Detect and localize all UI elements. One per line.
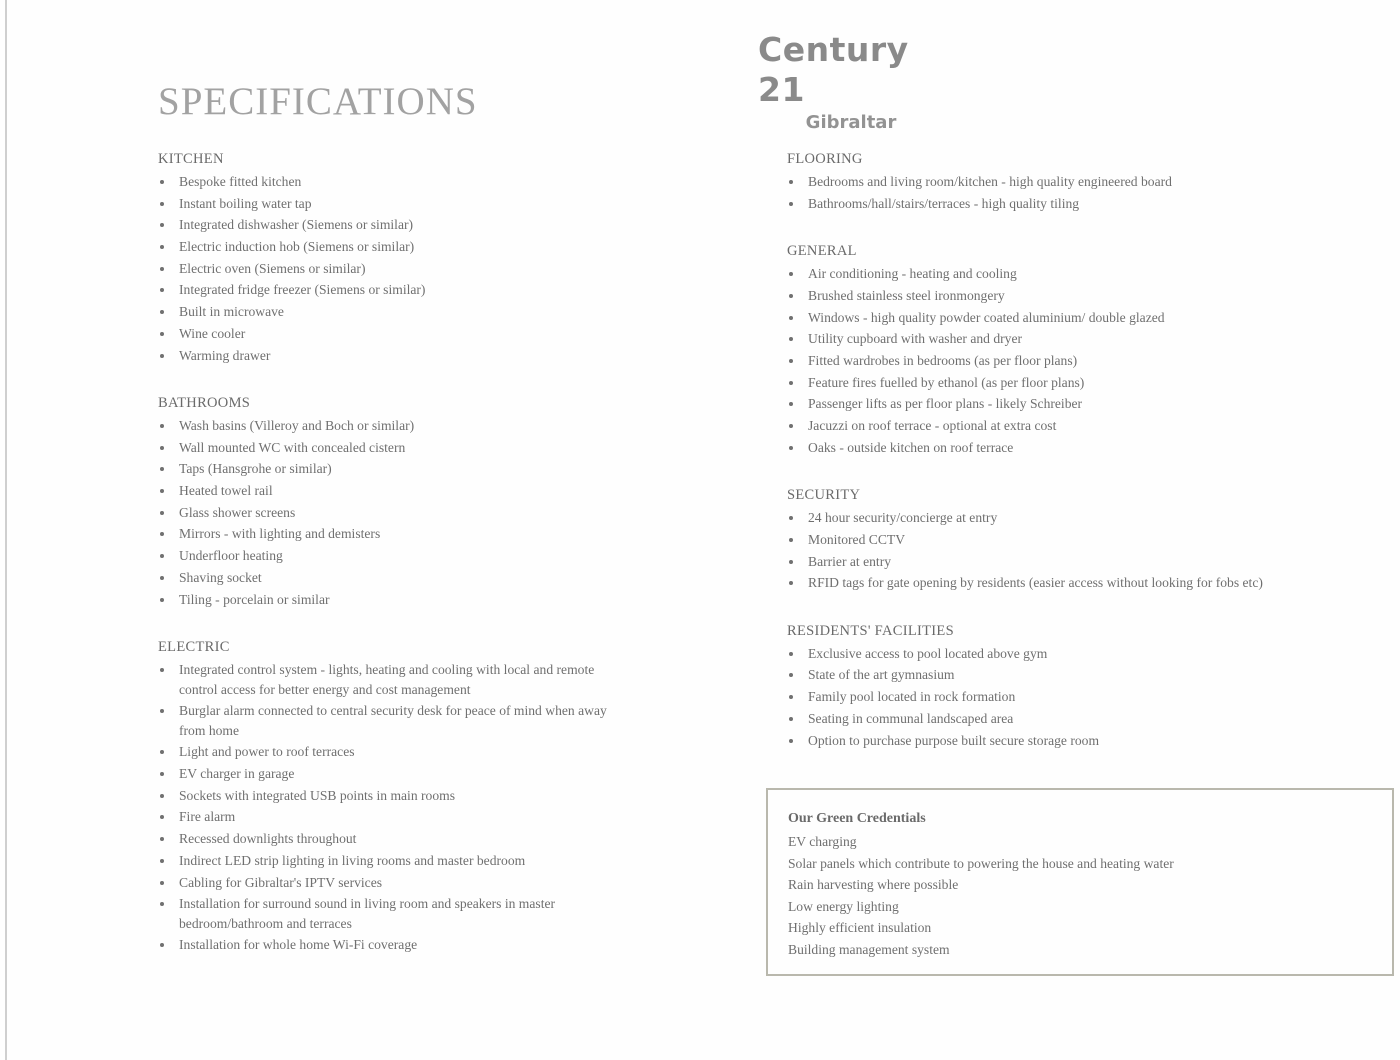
list-item: Electric oven (Siemens or similar): [158, 259, 608, 279]
list-item: Bathrooms/hall/stairs/terraces - high quality tiling: [787, 194, 1347, 214]
century21-logo: [758, 30, 948, 136]
list-item: Installation for surround sound in living room and speakers in master bedroom/bathroom and terraces: [158, 894, 608, 933]
list-item: Integrated control system - lights, heating and cooling with local and remote control access for better energy and cost management: [158, 660, 608, 699]
section-heading: KITCHEN: [158, 151, 224, 167]
list-item: Option to purchase purpose built secure storage room: [787, 731, 1347, 751]
section-electric: [158, 636, 608, 955]
list-item: Seating in communal landscaped area: [787, 709, 1347, 729]
section-bathrooms: [158, 392, 608, 609]
list-item: Installation for whole home Wi-Fi coverage: [158, 935, 608, 955]
green-credential-item: Low energy lighting: [788, 898, 899, 914]
bullet-list: [787, 644, 1347, 750]
section-residents-facilities: [787, 620, 1347, 750]
list-item: Shaving socket: [158, 568, 608, 588]
section-heading: ELECTRIC: [158, 639, 230, 655]
logo-subtitle: Gibraltar: [805, 112, 897, 133]
section-heading: BATHROOMS: [158, 395, 251, 411]
list-item: Burglar alarm connected to central security desk for peace of mind when away from home: [158, 701, 608, 740]
list-item: EV charger in garage: [158, 764, 608, 784]
list-item: Feature fires fuelled by ethanol (as per floor plans): [787, 373, 1347, 393]
list-item: Family pool located in rock formation: [787, 687, 1347, 707]
list-item: Utility cupboard with washer and dryer: [787, 329, 1347, 349]
list-item: Fitted wardrobes in bedrooms (as per floor plans): [787, 351, 1347, 371]
list-item: Air conditioning - heating and cooling: [787, 264, 1347, 284]
list-item: Exclusive access to pool located above gym: [787, 644, 1347, 664]
list-item: Monitored CCTV: [787, 530, 1347, 550]
list-item: Fire alarm: [158, 807, 608, 827]
list-item: Cabling for Gibraltar's IPTV services: [158, 873, 608, 893]
green-credentials-box: [766, 788, 1394, 976]
section-security: [787, 484, 1347, 593]
green-credential-item: EV charging: [788, 834, 857, 849]
page-title: SPECIFICATIONS: [158, 80, 478, 123]
section-general: [787, 240, 1347, 457]
list-item: Integrated dishwasher (Siemens or similar): [158, 215, 608, 235]
list-item: Wash basins (Villeroy and Boch or similar): [158, 416, 608, 436]
list-item: Oaks - outside kitchen on roof terrace: [787, 438, 1347, 458]
list-item: Instant boiling water tap: [158, 194, 608, 214]
list-item: Glass shower screens: [158, 503, 608, 523]
list-item: Heated towel rail: [158, 481, 608, 501]
section-heading: FLOORING: [787, 151, 863, 167]
logo-wordmark: Century 21: [758, 30, 909, 109]
list-item: Electric induction hob (Siemens or similar): [158, 237, 608, 257]
list-item: State of the art gymnasium: [787, 665, 1347, 685]
green-credentials-title: Our Green Credentials: [788, 811, 926, 826]
list-item: Taps (Hansgrohe or similar): [158, 459, 608, 479]
list-item: Indirect LED strip lighting in living rooms and master bedroom: [158, 851, 608, 871]
list-item: Light and power to roof terraces: [158, 742, 608, 762]
list-item: Bedrooms and living room/kitchen - high quality engineered board: [787, 172, 1347, 192]
right-column: [787, 148, 1347, 752]
section-heading: SECURITY: [787, 487, 861, 504]
green-credential-item: Solar panels which contribute to powering the house and heating water: [788, 855, 1174, 871]
list-item: Barrier at entry: [787, 552, 1347, 572]
green-credential-item: Building management system: [788, 941, 950, 957]
list-item: Passenger lifts as per floor plans - likely Schreiber: [787, 394, 1347, 414]
list-item: Bespoke fitted kitchen: [158, 172, 608, 192]
section-kitchen: [158, 148, 608, 365]
section-flooring: [787, 148, 1347, 213]
list-item: Brushed stainless steel ironmongery: [787, 286, 1347, 306]
list-item: Sockets with integrated USB points in main rooms: [158, 786, 608, 806]
list-item: Wall mounted WC with concealed cistern: [158, 438, 608, 458]
bullet-list: [787, 172, 1347, 213]
list-item: Underfloor heating: [158, 546, 608, 566]
list-item: Jacuzzi on roof terrace - optional at extra cost: [787, 416, 1347, 436]
bullet-list: [158, 172, 608, 365]
list-item: Warming drawer: [158, 346, 608, 366]
list-item: Tiling - porcelain or similar: [158, 590, 608, 610]
list-item: Mirrors - with lighting and demisters: [158, 524, 608, 544]
list-item: Built in microwave: [158, 302, 608, 322]
bullet-list: [158, 660, 608, 955]
green-credential-item: Rain harvesting where possible: [788, 877, 959, 892]
bullet-list: [787, 264, 1347, 457]
section-heading: GENERAL: [787, 243, 857, 260]
list-item: 24 hour security/concierge at entry: [787, 508, 1347, 528]
list-item: Windows - high quality powder coated aluminium/ double glazed: [787, 308, 1347, 328]
list-item: Integrated fridge freezer (Siemens or similar): [158, 280, 608, 300]
bullet-list: [158, 416, 608, 609]
bullet-list: [787, 508, 1347, 593]
list-item: RFID tags for gate opening by residents (easier access without looking for fobs etc): [787, 573, 1347, 593]
left-column: [158, 148, 608, 957]
list-item: Wine cooler: [158, 324, 608, 344]
green-credential-item: Highly efficient insulation: [788, 920, 932, 935]
section-heading: RESIDENTS' FACILITIES: [787, 622, 954, 639]
list-item: Recessed downlights throughout: [158, 829, 608, 849]
page-edge-rule: [5, 0, 7, 1060]
